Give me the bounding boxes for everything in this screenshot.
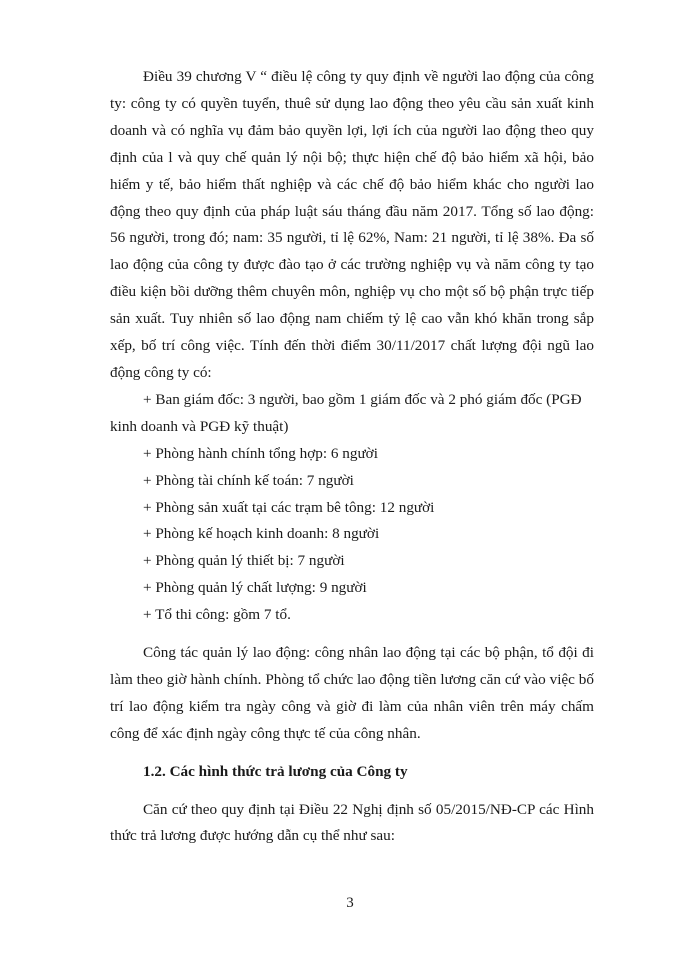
document-body [110, 64, 594, 850]
spacer [110, 629, 594, 640]
page-number: 3 [346, 895, 354, 911]
list-item-admin-department: + Phòng hành chính tổng hợp: 6 người [143, 444, 378, 462]
list-item-construction-teams: + Tổ thi công: gồm 7 tổ. [143, 606, 291, 624]
list-item-production-department: + Phòng sản xuất tại các trạm bê tông: 12 người [143, 498, 435, 516]
list-item-equipment-department: + Phòng quản lý thiết bị: 7 người [143, 552, 345, 570]
paragraph-labor-management: Công tác quản lý lao động: công nhân lao động tại các bộ phận, tổ đội đi làm theo giờ hành chính. Phòng tổ chức lao động tiền lương căn cứ vào việc bố trí lao động kiểm tra ngày công và giờ đi làm của nhân viên trên máy chấm công để xác định ngày công thực tế của công nhân. [110, 644, 594, 742]
paragraph-salary-forms: Căn cứ theo quy định tại Điều 22 Nghị định số 05/2015/NĐ-CP các Hình thức trả lương được hướng dẫn cụ thể như sau: [110, 800, 594, 845]
list-item-finance-department: + Phòng tài chính kế toán: 7 người [143, 471, 354, 489]
list-item-board-of-directors: + Ban giám đốc: 3 người, bao gồm 1 giám đốc và 2 phó giám đốc (PGĐ kinh doanh và PGĐ kỹ thuật) [110, 390, 582, 435]
list-item-quality-department: + Phòng quản lý chất lượng: 9 người [143, 579, 367, 597]
section-heading: 1.2. Các hình thức trả lương của Công ty [143, 762, 408, 780]
list-item-business-planning-department: + Phòng kế hoạch kinh doanh: 8 người [143, 525, 380, 543]
paragraph-labor-regulation: Điều 39 chương V “ điều lệ công ty quy định về người lao động của công ty: công ty có quyền tuyển, thuê sử dụng lao động theo yêu cầu sản xuất kinh doanh và có nghĩa vụ đảm bảo quyền lợi, lợi ích của người lao động theo quy định của l và quy chế quản lý nội bộ; thực hiện chế độ bảo hiểm xã hội, bảo hiểm y tế, bảo hiểm thất nghiệp và các chế độ bảo hiểm khác cho người lao động theo quy định của pháp luật sáu tháng đầu năm 2017. Tổng số lao động: 56 người, trong đó; nam: 35 người, tỉ lệ 62%, Nam: 21 người, tỉ lệ 38%. Đa số lao động của công ty được đào tạo ở các trường nghiệp vụ và năm công ty tạo điều kiện bồi dưỡng thêm chuyên môn, nghiệp vụ cho một số bộ phận trực tiếp sản xuất. Tuy nhiên số lao động nam chiếm tỷ lệ cao vẫn khó khăn trong sắp xếp, bố trí công việc. Tính đến thời điểm 30/11/2017 chất lượng đội ngũ lao động công ty có: [110, 68, 594, 381]
spacer [110, 786, 594, 797]
spacer [110, 748, 594, 759]
